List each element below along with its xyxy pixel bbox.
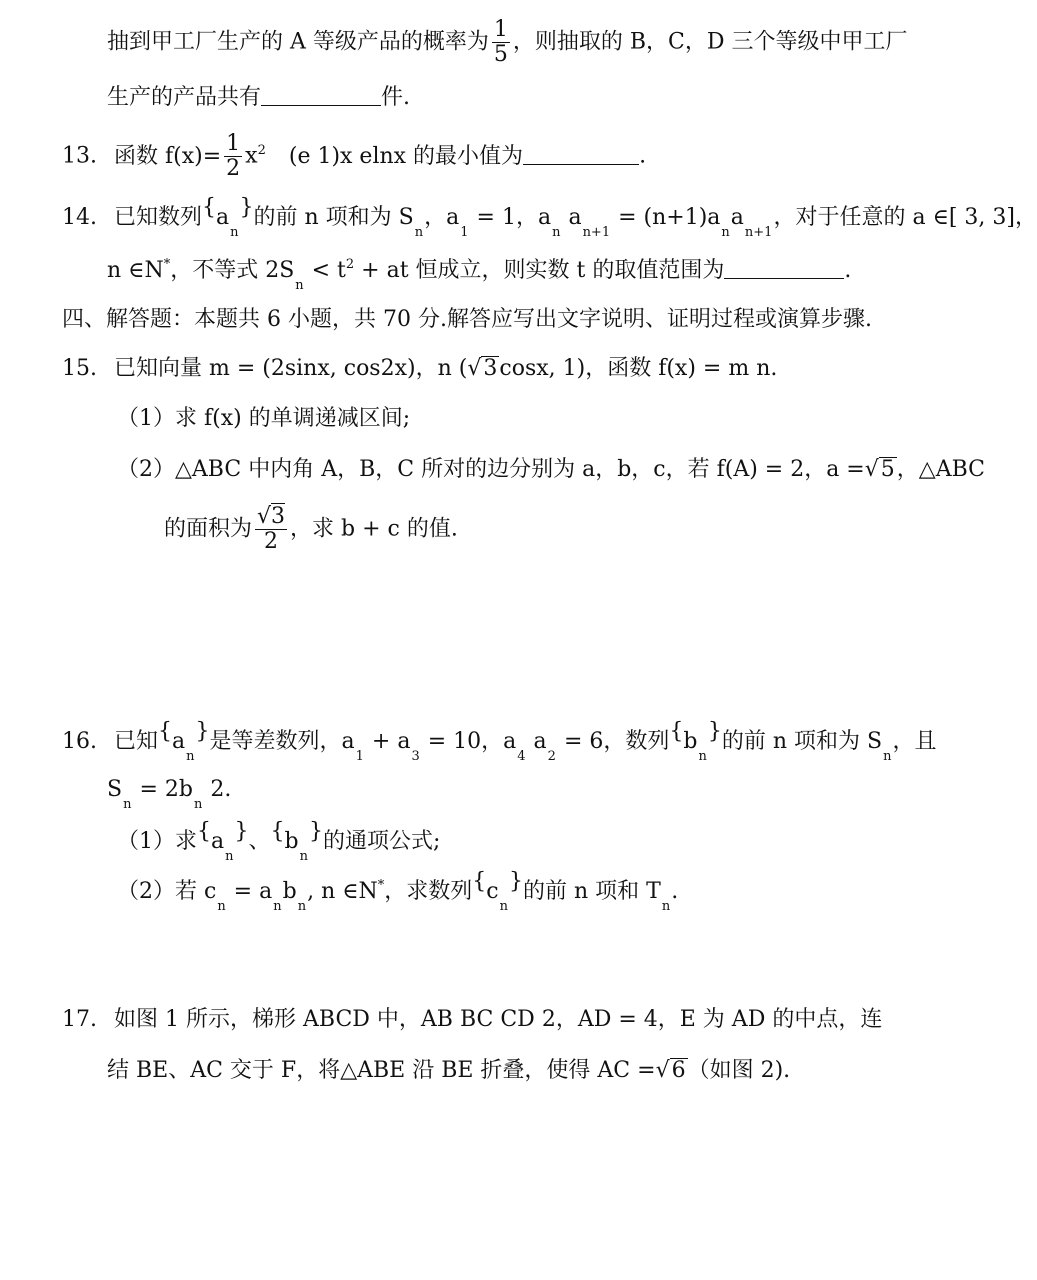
question-number: 16. — [62, 729, 97, 754]
section-heading: 四、解答题：本题共 6 小题，共 70 分.解答应写出文字说明、证明过程或演算步骤. — [62, 307, 872, 332]
q12-line-2: 生产的产品共有 件. — [107, 85, 411, 110]
question-number: 17. — [62, 1007, 97, 1032]
q12-line-1: 抽到甲工厂生产的 A 等级产品的概率为 $\frac{1}{5}$ ，则抽取的 B，C，D 三个等级中甲工厂 — [107, 17, 908, 67]
q16-sub-1: （1）求$\{a_n\}$、$\{b_n\}$的通项公式; — [117, 819, 441, 864]
q15-area-fraction: $\frac{√3}{2}$ — [257, 504, 286, 554]
q15-sub-3: 的面积为 $\frac{√3}{2}$ ，求 b + c 的值. — [164, 504, 458, 554]
q13-fraction: $\frac{1}{2}$ — [226, 131, 241, 181]
q13-line: 13. 函数 f(x)= $\frac{1}{2}$ $x^2$ (e 1)x elnx 的最小值为 . — [62, 131, 647, 181]
sqrt-3: √3 — [467, 356, 498, 381]
question-number: 14. — [62, 205, 97, 230]
sqrt-5: √5 — [864, 457, 895, 482]
q16-sub-2: （2）若 $c_n = a_nb_n$, n ∈N*，求数列$\{c_n\}$的前 n 项和 $T_n$. — [117, 869, 679, 914]
question-number: 15. — [62, 356, 97, 381]
q15-line-1: 15. 已知向量 m = (2sinx, cos2x)，n (√3cosx, 1)，函数 f(x) = m n. — [62, 356, 778, 381]
q16-line-2: $S_n = 2b_n$ 2. — [107, 777, 232, 812]
answer-blank[interactable] — [523, 144, 639, 165]
q15-sub-1: （1）求 f(x) 的单调递减区间; — [117, 406, 411, 431]
question-number: 13. — [62, 143, 97, 169]
q17-line-2: 结 BE、AC 交于 F，将△ABE 沿 BE 折叠，使得 AC =√6（如图 2). — [107, 1058, 791, 1083]
q14-line-1: 14. 已知数列$\{a_n\}$的前 n 项和为 $S_n$，$a_1 = 1$，$a_n$ $a_{n+1} = (n+1)a_na_{n+1}$，对于任意的 a ∈[ 3, 3]， — [62, 195, 1037, 240]
q14-line-2: n ∈N*，不等式 $2S_n < t^2$ + at 恒成立，则实数 t 的取值范围为 . — [107, 257, 852, 293]
q17-line-1: 17. 如图 1 所示，梯形 ABCD 中，AB BC CD 2，AD = 4，E 为 AD 的中点，连 — [62, 1007, 883, 1032]
q15-sub-2: （2）△ABC 中内角 A，B，C 所对的边分别为 a，b，c，若 f(A) = 2，a =√5，△ABC — [117, 457, 985, 482]
answer-blank[interactable] — [261, 85, 381, 106]
sqrt-6: √6 — [655, 1058, 686, 1083]
q12-fraction: $\frac{1}{5}$ — [493, 17, 508, 67]
q16-line-1: 16. 已知$\{a_n\}$是等差数列，$a_1 + a_3 = 10$，$a_4$ $a_2 = 6$，数列$\{b_n\}$的前 n 项和为 $S_n$，且 — [62, 719, 937, 764]
answer-blank[interactable] — [724, 258, 844, 279]
